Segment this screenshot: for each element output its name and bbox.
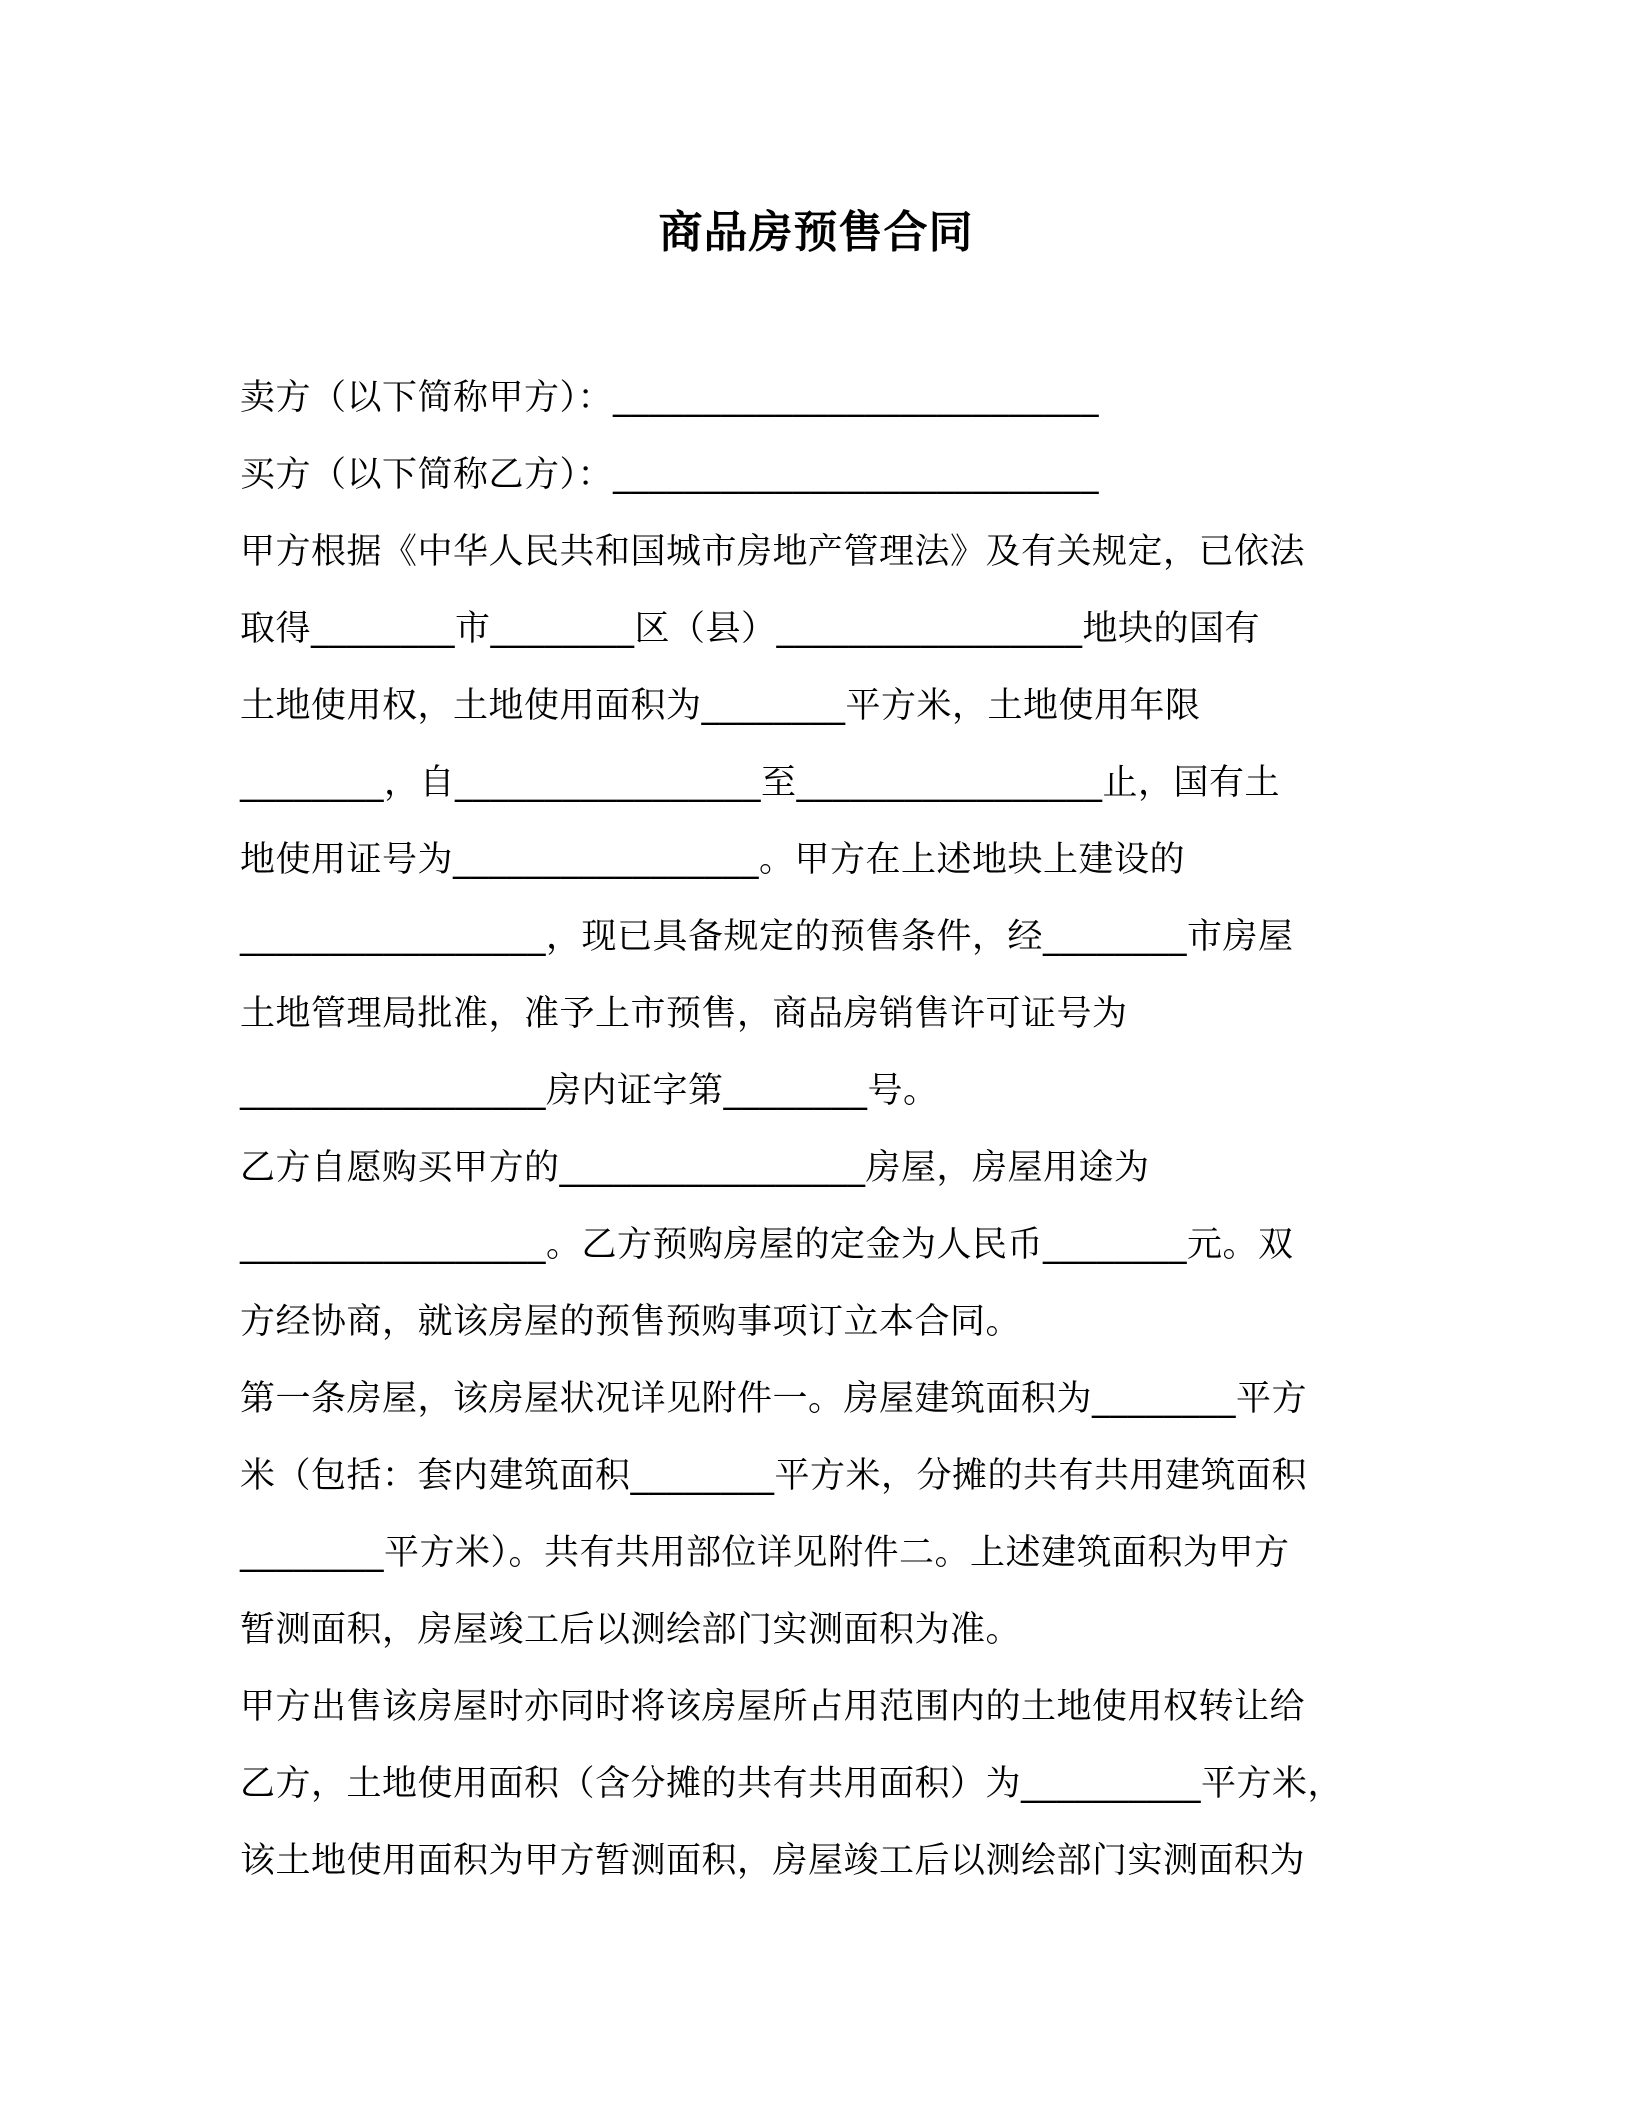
body-line: 地使用证号为_________________。甲方在上述地块上建设的 bbox=[240, 840, 1186, 880]
document-body bbox=[240, 376, 1420, 1916]
body-line: 方经协商，就该房屋的预售预购事项订立本合同。 bbox=[240, 1302, 1022, 1342]
body-line: 取得________市________区（县）_________________地块的国有 bbox=[240, 609, 1261, 649]
body-line: _________________，现已具备规定的预售条件，经________市房屋 bbox=[240, 917, 1294, 957]
body-line: 该土地使用面积为甲方暂测面积，房屋竣工后以测绘部门实测面积为 bbox=[240, 1841, 1306, 1881]
body-line: 土地使用权，土地使用面积为________平方米，土地使用年限 bbox=[240, 686, 1201, 726]
document-title: 商品房预售合同 bbox=[658, 207, 974, 258]
body-line: _________________。乙方预购房屋的定金为人民币________元。双 bbox=[240, 1225, 1294, 1265]
body-line: ________，自_________________至_________________止，国有土 bbox=[240, 763, 1281, 803]
body-line: 乙方自愿购买甲方的_________________房屋，房屋用途为 bbox=[240, 1148, 1150, 1188]
body-line: 土地管理局批准，准予上市预售，商品房销售许可证号为 bbox=[240, 994, 1128, 1034]
buyer-line: 买方（以下简称乙方）：___________________________ bbox=[240, 455, 1100, 495]
article-one-line: 第一条房屋，该房屋状况详见附件一。房屋建筑面积为________平方 bbox=[240, 1379, 1308, 1419]
body-line: 乙方，土地使用面积（含分摊的共有共用面积）为__________平方米， bbox=[240, 1764, 1344, 1804]
body-line: ________平方米）。共有共用部位详见附件二。上述建筑面积为甲方 bbox=[240, 1533, 1290, 1573]
seller-line: 卖方（以下简称甲方）：___________________________ bbox=[240, 378, 1100, 418]
body-line: 甲方根据《中华人民共和国城市房地产管理法》及有关规定，已依法 bbox=[240, 532, 1306, 572]
body-line: 甲方出售该房屋时亦同时将该房屋所占用范围内的土地使用权转让给 bbox=[240, 1687, 1306, 1727]
body-line: _________________房内证字第________号。 bbox=[240, 1071, 939, 1111]
body-line: 米（包括：套内建筑面积________平方米，分摊的共有共用建筑面积 bbox=[240, 1456, 1308, 1496]
body-line: 暂测面积，房屋竣工后以测绘部门实测面积为准。 bbox=[240, 1610, 1022, 1650]
